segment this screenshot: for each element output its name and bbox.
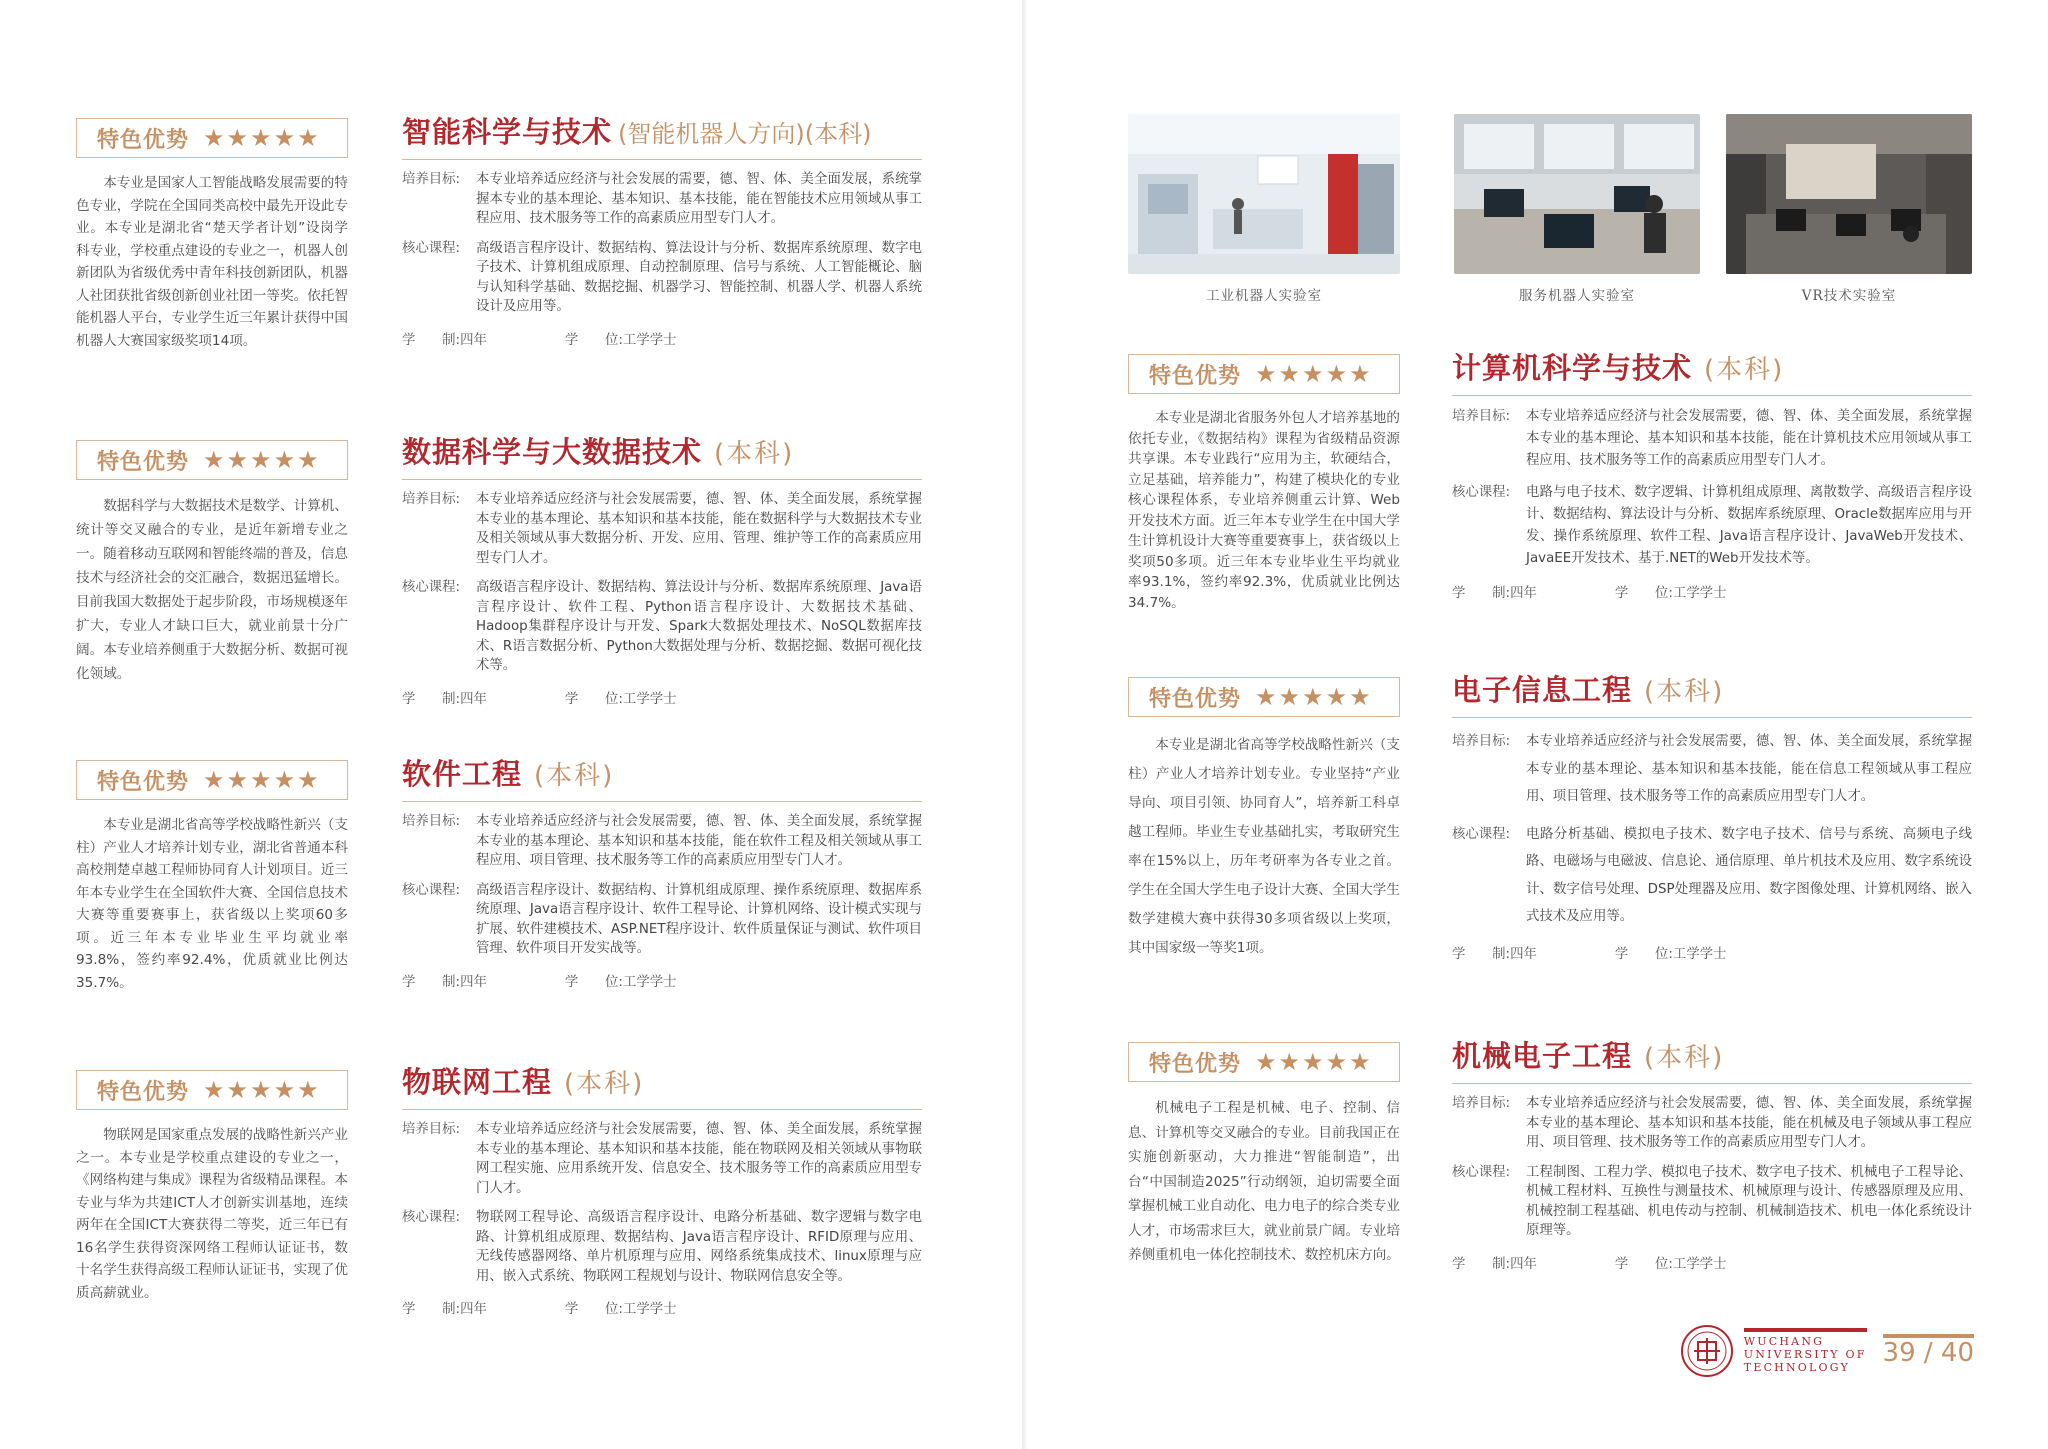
major-title: 软件工程 <box>402 757 523 791</box>
major-section <box>1452 668 1972 962</box>
star-rating-icon: ★★★★★ <box>203 446 321 474</box>
photo-caption: VR技术实验室 <box>1801 288 1897 304</box>
goal-text: 本专业培养适应经济与社会发展需要，德、智、体、美全面发展，系统掌握本专业的基本理论、基本知识和基本技能，能在软件工程及相关领域从事工程应用、项目管理、技术服务等工作的高素质应用型专门人才。 <box>476 814 922 868</box>
major-section <box>1452 346 1972 601</box>
major-heading <box>402 752 922 802</box>
duration-value: 四年 <box>460 1302 487 1317</box>
courses-label: 核心课程: <box>1452 826 1511 842</box>
major-title: 智能科学与技术 <box>402 115 613 149</box>
duration-label: 学 制: <box>402 974 461 990</box>
goal-label: 培养目标: <box>402 1122 461 1137</box>
goal-row <box>402 812 922 871</box>
feature-badge <box>76 118 348 158</box>
courses-label: 核心课程: <box>402 882 461 898</box>
feature-text: 本专业是国家人工智能战略发展需要的特色专业，学院在全国同类高校中最先开设此专业。本专业是湖北省“楚天学者计划”设岗学科专业，学校重点建设的专业之一，机器人创新团队为省级优秀中青年科技创新团队，机器人社团获批省级创新创业社团一等奖。依托智能机器人平台，专业学生近三年累计获得中国机器人大赛国家级奖项14项。 <box>76 175 348 349</box>
major-level: (本科) <box>1644 1043 1725 1073</box>
degree-value: 工学学士 <box>622 691 677 707</box>
courses-row <box>402 881 922 959</box>
degree-label: 学 位: <box>1614 1256 1673 1272</box>
major-section <box>1452 1034 1972 1272</box>
duration-degree-row <box>1452 943 1972 962</box>
courses-row <box>402 239 922 317</box>
star-rating-icon: ★★★★★ <box>203 766 321 794</box>
degree-label: 学 位: <box>1614 586 1673 601</box>
goal-text: 本专业培养适应经济与社会发展需要，德、智、体、美全面发展，系统掌握本专业的基本理论、基本知识和基本技能，能在信息工程领域从事工程应用、项目管理、技术服务等工作的高素质应用型专门人才。 <box>1526 734 1972 804</box>
courses-text: 高级语言程序设计、数据结构、算法设计与分析、数据库系统原理、Java语言程序设计、软件工程、Python语言程序设计、大数据技术基础、Hadoop集群程序设计与开发、Spark大数据处理技术、NoSQL数据库技术、R语言数据分析、Python大数据处理与分析、数据挖掘、数据可视化技术等。 <box>476 580 922 673</box>
courses-row <box>402 1208 922 1286</box>
university-line: UNIVERSITY OF <box>1743 1348 1867 1361</box>
major-heading <box>1452 1034 1972 1084</box>
courses-text: 电路与电子技术、数字逻辑、计算机组成原理、离散数学、高级语言程序设计、数据结构、算法设计与分析、数据库系统原理、Oracle数据库应用与开发、操作系统原理、软件工程、Java语言程序设计、JavaWeb开发技术、JavaEE开发技术、基于.NET的Web开发技术等。 <box>1526 485 1972 566</box>
badge-label: 特色优势 <box>97 449 190 475</box>
university-seal-icon <box>1680 1324 1734 1378</box>
vr-lab-photo <box>1726 114 1972 274</box>
duration-degree-row <box>402 688 922 707</box>
feature-text: 数据科学与大数据技术是数学、计算机、统计等交叉融合的专业，是近年新增专业之一。随着移动互联网和智能终端的普及，信息技术与经济社会的交汇融合，数据迅猛增长。目前我国大数据处于起步阶段，市场规模逐年扩大，专业人才缺口巨大，就业前景十分广阔。本专业培养侧重于大数据分析、数据可视化领域。 <box>76 498 348 682</box>
courses-text: 高级语言程序设计、数据结构、计算机组成原理、操作系统原理、数据库系统原理、Java语言程序设计、软件工程导论、计算机网络、设计模式实现与扩展、软件建模技术、ASP.NET程序设计、软件质量保证与测试、软件项目管理、软件项目开发实战等。 <box>476 882 922 956</box>
degree-value: 工学学士 <box>622 332 677 348</box>
major-title: 电子信息工程 <box>1452 673 1633 707</box>
goal-label: 培养目标: <box>402 172 461 187</box>
university-name <box>1744 1328 1867 1374</box>
feature-badge <box>1128 677 1400 717</box>
goal-row <box>402 170 922 229</box>
major-section <box>402 1060 922 1317</box>
major-section <box>402 752 922 990</box>
courses-label: 核心课程: <box>402 1210 461 1225</box>
courses-row <box>1452 1163 1972 1241</box>
duration-label: 学 制: <box>402 332 461 348</box>
duration-label: 学 制: <box>1452 586 1511 601</box>
degree-value: 工学学士 <box>1672 946 1727 962</box>
duration-value: 四年 <box>1510 586 1537 601</box>
goal-row <box>1452 1094 1972 1153</box>
degree-value: 工学学士 <box>1672 586 1727 601</box>
courses-text: 高级语言程序设计、数据结构、算法设计与分析、数据库系统原理、数字电子技术、计算机组成原理、自动控制原理、信号与系统、人工智能概论、脑与认知科学基础、数据挖掘、机器学习、智能控制、机器人学、机器人系统设计及应用等。 <box>476 240 922 314</box>
feature-badge <box>76 1070 348 1110</box>
feature-box <box>1128 677 1400 963</box>
goal-label: 培养目标: <box>1452 1096 1511 1111</box>
degree-value: 工学学士 <box>622 1302 677 1317</box>
feature-badge <box>1128 354 1400 394</box>
badge-label: 特色优势 <box>1149 1051 1242 1077</box>
goal-text: 本专业培养适应经济与社会发展需要，德、智、体、美全面发展，系统掌握本专业的基本理论、基本知识和基本技能，能在数据科学与大数据技术专业及相关领域从事大数据分析、开发、应用、管理、维护等工作的高素质应用型专门人才。 <box>476 492 922 566</box>
badge-label: 特色优势 <box>97 1079 190 1105</box>
duration-label: 学 制: <box>402 1302 461 1317</box>
page-footer <box>1680 1324 1974 1378</box>
feature-text: 物联网是国家重点发展的战略性新兴产业之一。本专业是学校重点建设的专业之一，《网络构建与集成》课程为省级精品课程。本专业与华为共建ICT人才创新实训基地，连续两年在全国ICT大赛获得二等奖，近三年已有16名学生获得资深网络工程师认证证书，数十名学生获得高级工程师认证证书，实现了优质高薪就业。 <box>76 1127 348 1301</box>
page-number: 39 / 40 <box>1883 1334 1974 1368</box>
badge-label: 特色优势 <box>1149 363 1242 389</box>
courses-row <box>1452 821 1972 931</box>
duration-label: 学 制: <box>402 691 461 707</box>
major-title: 机械电子工程 <box>1452 1039 1633 1073</box>
goal-text: 本专业培养适应经济与社会发展需要，德、智、体、美全面发展，系统掌握本专业的基本理论、基本知识和基本技能，能在物联网及相关领域从事物联网工程实施、应用系统开发、信息安全、技术服务等工作的高素质应用型专门人才。 <box>476 1122 922 1196</box>
major-level: (本科) <box>1644 677 1725 707</box>
major-level: (本科) <box>564 1069 645 1099</box>
major-title: 物联网工程 <box>402 1065 553 1099</box>
courses-text: 物联网工程导论、高级语言程序设计、电路分析基础、数字逻辑与数字电路、计算机组成原理、数据结构、Java语言程序设计、RFID原理与应用、无线传感器网络、单片机原理与应用、网络系统集成技术、linux原理与应用、嵌入式系统、物联网工程规划与设计、物联网信息安全等。 <box>476 1210 922 1284</box>
major-level: (本科) <box>534 761 615 791</box>
feature-box <box>76 118 348 352</box>
duration-value: 四年 <box>460 974 487 990</box>
major-heading <box>1452 668 1972 718</box>
major-heading <box>1452 346 1972 396</box>
degree-label: 学 位: <box>564 1302 623 1317</box>
duration-degree-row <box>402 1298 922 1317</box>
star-rating-icon: ★★★★★ <box>1255 683 1373 711</box>
goal-text: 本专业培养适应经济与社会发展需要，德、智、体、美全面发展，系统掌握本专业的基本理论、基本知识和基本技能，能在计算机技术应用领域从事工程应用、技术服务等工作的高素质应用型专门人才。 <box>1526 409 1972 468</box>
star-rating-icon: ★★★★★ <box>203 124 321 152</box>
feature-box <box>76 760 348 994</box>
goal-text: 本专业培养适应经济与社会发展需要，德、智、体、美全面发展，系统掌握本专业的基本理论、基本知识和基本技能，能在机械及电子领域从事工程应用、项目管理、技术服务等工作的高素质应用型专门人才。 <box>1526 1096 1972 1150</box>
degree-value: 工学学士 <box>622 974 677 990</box>
feature-text: 本专业是湖北省服务外包人才培养基地的依托专业，《数据结构》课程为省级精品资源共享课。本专业践行“应用为主，软硬结合，立足基础，培养能力”，构建了模块化的专业核心课程体系，专业培养侧重云计算、Web开发技术方面。近三年本专业学生在中国大学生计算机设计大赛等重要赛事上，获省级以上奖项50多项。近三年本专业毕业生平均就业率93.1%，签约率92.3%，优质就业比例达34.7%。 <box>1128 410 1400 611</box>
badge-label: 特色优势 <box>97 769 190 795</box>
feature-text: 本专业是湖北省高等学校战略性新兴（支柱）产业人才培养计划专业。专业坚持“产业导向、项目引领、协同育人”，培养新工科卓越工程师。毕业生专业基础扎实，考取研究生率在15%以上，历年考研率为各专业之首。学生在全国大学生电子设计大赛、全国大学生数学建模大赛中获得30多项省级以上奖项，其中国家级一等奖1项。 <box>1128 737 1400 956</box>
major-section <box>402 430 922 707</box>
degree-label: 学 位: <box>564 332 623 348</box>
goal-row <box>402 1120 922 1198</box>
courses-label: 核心课程: <box>1452 485 1511 500</box>
feature-badge <box>76 440 348 480</box>
feature-box <box>76 440 348 686</box>
university-line: WUCHANG <box>1743 1335 1825 1348</box>
goal-row <box>402 490 922 568</box>
courses-label: 核心课程: <box>402 240 461 256</box>
badge-label: 特色优势 <box>1149 686 1242 712</box>
feature-text: 机械电子工程是机械、电子、控制、信息、计算机等交叉融合的专业。目前我国正在实施创新驱动，大力推进“智能制造”，出台“中国制造2025”行动纲领，迫切需要全面掌握机械工业自动化、电力电子的综合类专业人才，市场需求巨大，就业前景广阔。专业培养侧重机电一体化控制技术、数控机床方向。 <box>1128 1100 1400 1263</box>
duration-value: 四年 <box>1510 1256 1537 1272</box>
star-rating-icon: ★★★★★ <box>1255 360 1373 388</box>
duration-label: 学 制: <box>1452 946 1511 962</box>
courses-row <box>402 578 922 676</box>
degree-value: 工学学士 <box>1672 1256 1727 1272</box>
major-heading <box>402 430 922 480</box>
duration-degree-row <box>1452 1253 1972 1272</box>
major-title: 数据科学与大数据技术 <box>402 435 703 469</box>
feature-box <box>1128 354 1400 613</box>
major-level: (本科) <box>714 439 795 469</box>
major-title: 计算机科学与技术 <box>1452 351 1693 385</box>
duration-label: 学 制: <box>1452 1256 1511 1272</box>
duration-degree-row <box>1452 582 1972 601</box>
duration-value: 四年 <box>460 332 487 348</box>
university-line: TECHNOLOGY <box>1743 1361 1850 1374</box>
duration-degree-row <box>402 971 922 990</box>
major-heading <box>402 110 922 160</box>
star-rating-icon: ★★★★★ <box>1255 1048 1373 1076</box>
major-level: (智能机器人方向)(本科) <box>618 120 872 148</box>
photo-caption: 工业机器人实验室 <box>1206 288 1322 304</box>
major-section <box>402 110 922 348</box>
robot-lab-photo <box>1128 114 1400 274</box>
courses-label: 核心课程: <box>1452 1164 1511 1180</box>
major-level: (本科) <box>1704 355 1785 385</box>
courses-row <box>1452 482 1972 570</box>
degree-label: 学 位: <box>564 691 623 707</box>
goal-label: 培养目标: <box>1452 409 1511 424</box>
feature-box <box>1128 1042 1400 1268</box>
goal-row <box>1452 406 1972 472</box>
photo-caption: 服务机器人实验室 <box>1519 288 1635 304</box>
goal-row <box>1452 728 1972 811</box>
badge-label: 特色优势 <box>97 127 190 153</box>
feature-badge <box>76 760 348 800</box>
goal-label: 培养目标: <box>402 492 461 507</box>
courses-text: 电路分析基础、模拟电子技术、数字电子技术、信号与系统、高频电子线路、电磁场与电磁波、信息论、通信原理、单片机技术及应用、数字系统设计、数字信号处理、DSP处理器及应用、数字图像处理、计算机网络、嵌入式技术及应用等。 <box>1526 826 1972 924</box>
feature-text: 本专业是湖北省高等学校战略性新兴（支柱）产业人才培养计划专业，湖北省普通本科高校荆楚卓越工程师协同育人计划项目。近三年本专业学生在全国软件大赛、全国信息技术大赛等重要赛事上，获省级以上奖项60多项。近三年本专业毕业生平均就业率93.8%，签约率92.4%，优质就业比例达35.7%。 <box>76 817 348 991</box>
goal-label: 培养目标: <box>1452 734 1511 749</box>
service-lab-photo <box>1454 114 1700 274</box>
star-rating-icon: ★★★★★ <box>203 1076 321 1104</box>
duration-value: 四年 <box>460 691 487 707</box>
goal-label: 培养目标: <box>402 814 461 829</box>
duration-value: 四年 <box>1510 946 1537 962</box>
feature-badge <box>1128 1042 1400 1082</box>
courses-text: 工程制图、工程力学、模拟电子技术、数字电子技术、机械电子工程导论、机械工程材料、互换性与测量技术、机械原理与设计、传感器原理及应用、机械控制工程基础、机电传动与控制、机械制造技术、机电一体化系统设计原理等。 <box>1526 1164 1972 1238</box>
major-heading <box>402 1060 922 1110</box>
duration-degree-row <box>402 329 922 348</box>
degree-label: 学 位: <box>1614 946 1673 962</box>
feature-box <box>76 1070 348 1304</box>
goal-text: 本专业培养适应经济与社会发展的需要，德、智、体、美全面发展，系统掌握本专业的基本理论、基本知识、基本技能，能在智能技术应用领域从事工程应用、技术服务等工作的高素质应用型专门人才。 <box>476 172 922 226</box>
degree-label: 学 位: <box>564 974 623 990</box>
courses-label: 核心课程: <box>402 580 461 595</box>
